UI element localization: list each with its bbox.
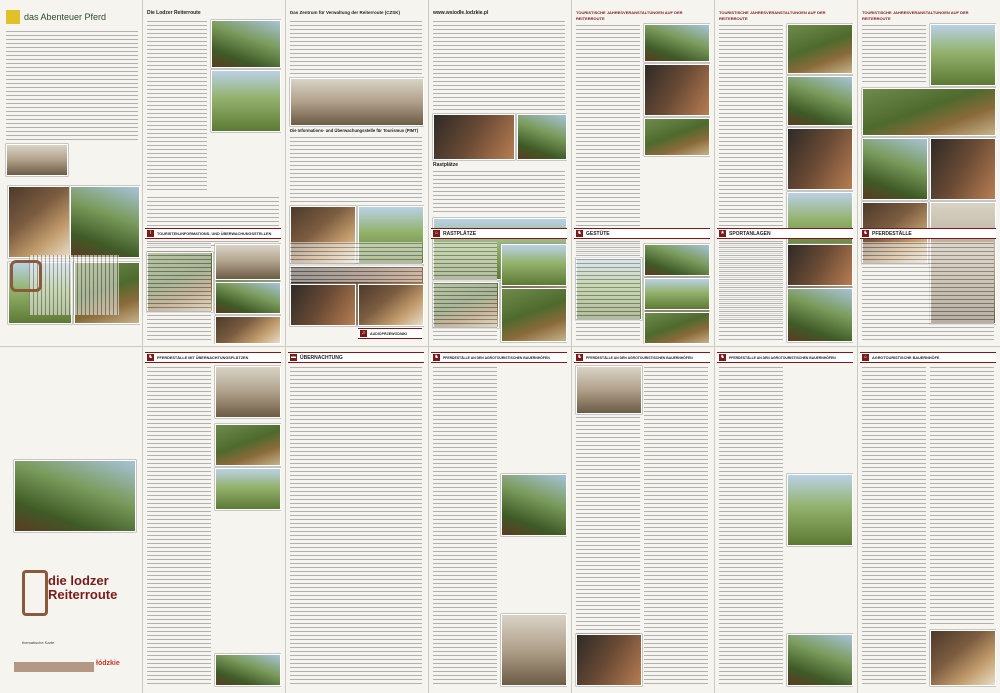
event-photo: [787, 24, 853, 74]
event-photo: [930, 138, 996, 200]
farm-icon: ♞: [434, 354, 439, 360]
farm-icon: ♞: [577, 354, 582, 360]
route-title: [48, 574, 117, 602]
stable-icon: ♞: [577, 230, 582, 236]
event-photo: [862, 88, 996, 136]
route-logo-icon: [10, 260, 42, 292]
region-logo: łódzkie: [96, 660, 120, 667]
section-bar: [574, 352, 710, 363]
horse-photo: [517, 114, 567, 160]
trophy-icon: ★: [720, 230, 725, 236]
section-bar: [574, 228, 710, 239]
event-photo: [644, 64, 710, 116]
skyline-graphic: [14, 662, 94, 672]
agro-stables-panel: [717, 364, 853, 688]
cover-subtitle: thematische Karte: [22, 640, 55, 645]
event-photo: [787, 128, 853, 190]
rest-places-panel: [431, 240, 567, 344]
agro-stables-panel: [574, 364, 710, 688]
event-photo: [787, 76, 853, 126]
cover-rider-photo: [14, 460, 136, 532]
brand-title: das Abenteuer Pferd: [24, 12, 107, 22]
section-title: PFERDESTÄLLE AN DEN AGROTOURISTISCHEN BAUERNHÖFEN: [443, 355, 550, 360]
section-title: PFERDESTÄLLE: [872, 230, 912, 237]
rider-photo: [433, 114, 515, 160]
stables-panel: [860, 240, 996, 344]
rest-place-photo: [501, 288, 567, 342]
farm-photo: [501, 614, 567, 686]
section-bar: [717, 352, 853, 363]
brand-logo-icon: [6, 10, 20, 24]
section-title: AGROTOURISTISCHE BAUERNHÖFE: [872, 355, 940, 360]
section-bar: [288, 352, 424, 363]
horse-photo: [501, 474, 567, 536]
stable-photo: [576, 634, 642, 686]
studs-panel: [574, 240, 710, 344]
horse-photo: [787, 474, 853, 546]
carriage-photo: [215, 316, 281, 344]
publisher-panel: [4, 230, 140, 344]
agro-farms-panel: [860, 364, 996, 688]
riders-photo: [211, 20, 281, 68]
accommodation-panel: [288, 364, 424, 688]
stables-with-beds-panel: [145, 364, 281, 688]
section-bar: [358, 328, 422, 339]
stud-photo: [644, 244, 710, 276]
event-photo: [644, 24, 710, 62]
office-photo: [215, 244, 281, 280]
building-photo: [290, 78, 424, 126]
route-title-line1: die lodzer: [48, 573, 109, 588]
intro-text: [6, 30, 138, 140]
website-title: www.wsiodle.lodzkie.pl: [433, 10, 489, 16]
section-bar: [717, 228, 853, 239]
sign-photo: [211, 70, 281, 132]
stable-icon: ♞: [148, 354, 153, 360]
section-title: TOURISTEN-INFORMATIONS- UND ÜBERWACHUNGSSTELLEN: [157, 231, 272, 236]
event-photo: [862, 138, 928, 200]
route-logo-icon: [22, 570, 48, 616]
farm-icon: ⌂: [863, 354, 868, 360]
section-bar: [860, 228, 996, 239]
rest-place-photo: [501, 244, 567, 286]
section-title: PFERDESTÄLLE AN DEN AGROTOURISTISCHEN BAUERNHÖFEN: [729, 355, 836, 360]
events-title: TOURISTISCHE JAHRESVERANSTALTUNGEN AUF DER REITERROUTE: [719, 10, 826, 21]
section-bar: [145, 352, 281, 363]
stable-photo: [215, 468, 281, 510]
section-title: RASTPLÄTZE: [443, 230, 477, 237]
rest-places-title: Rastplätze: [433, 162, 459, 168]
section-bar: [431, 228, 567, 239]
events-title: TOURISTISCHE JAHRESVERANSTALTUNGEN AUF DER REITERROUTE: [576, 10, 683, 21]
office-photo: [215, 282, 281, 314]
headphones-icon: ♫: [361, 330, 366, 336]
stud-photo: [644, 278, 710, 310]
bed-icon: ▬: [291, 354, 296, 360]
route-title: Die Lodzer Reiterroute: [147, 10, 201, 16]
event-photo: [644, 118, 710, 156]
building-photo: [215, 366, 281, 418]
section-title: AUDIOPRZEWODNIKI: [370, 331, 408, 336]
audio-panel: [288, 240, 424, 344]
section-bar: [860, 352, 996, 363]
section-title: PFERDESTÄLLE MIT ÜBERNACHTUNGSPLÄTZEN: [157, 355, 249, 360]
info-points-panel: [145, 240, 281, 344]
section-title: GESTÜTE: [586, 230, 610, 237]
section-bar: [145, 228, 281, 239]
agro-stables-panel: [431, 364, 567, 688]
stud-photo: [644, 312, 710, 344]
info-icon: i: [147, 230, 154, 237]
horse-photo: [787, 634, 853, 686]
czsk-title: Das Zentrum für Verwaltung der Reiterroute (CZSK): [290, 10, 401, 15]
section-title: PFERDESTÄLLE AN DEN AGROTOURISTISCHEN BAUERNHÖFEN: [586, 355, 693, 360]
section-title: ÜBERNACHTUNG: [300, 354, 343, 361]
route-title-line2: Reiterroute: [48, 587, 118, 602]
carriage-photo: [358, 284, 424, 326]
horses-photo: [290, 284, 356, 326]
jump-photo: [787, 244, 853, 286]
horse-photo: [215, 654, 281, 686]
cover-panel: [4, 350, 140, 688]
stable-photo: [215, 424, 281, 466]
fold-line: [0, 346, 1000, 347]
section-title: SPORTANLAGEN: [729, 230, 771, 237]
sport-panel: [717, 240, 853, 344]
farm-icon: ♞: [720, 354, 725, 360]
palace-photo: [6, 144, 68, 176]
event-photo: [930, 24, 996, 86]
stable-icon: ♞: [863, 230, 868, 236]
section-bar: [431, 352, 567, 363]
events-title: TOURISTISCHE JAHRESVERANSTALTUNGEN AUF DER REITERROUTE: [862, 10, 969, 21]
horses-photo: [930, 630, 996, 686]
arena-photo: [787, 288, 853, 342]
farm-photo: [576, 366, 642, 414]
bench-icon: ⌂: [434, 230, 439, 236]
pimt-title: Die Informations- und Überwachungsstelle für Tourismus (PIMT): [290, 128, 419, 133]
